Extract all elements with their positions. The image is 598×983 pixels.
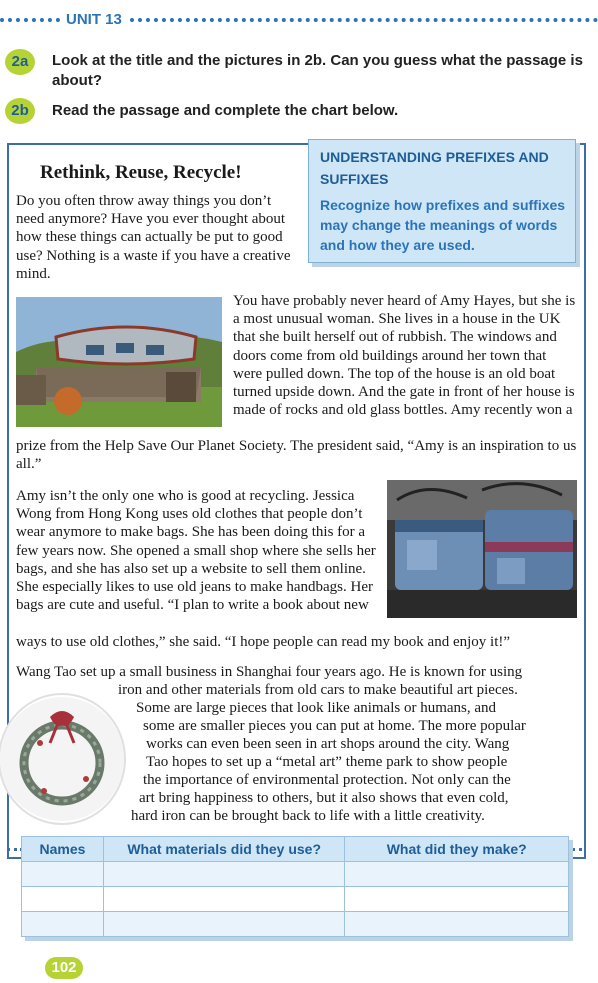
chart-cell[interactable] xyxy=(345,862,569,887)
table-row xyxy=(22,862,569,887)
chart-cell[interactable] xyxy=(103,912,345,937)
chart-header: What materials did they use? xyxy=(103,837,345,862)
page-number: 102 xyxy=(45,957,83,979)
wang-line: iron and other materials from old cars to make beautiful art pieces. xyxy=(118,682,518,698)
unit-label: UNIT 13 xyxy=(66,11,122,28)
wang-line: some are smaller pieces you can put at home. The more popular xyxy=(143,718,526,734)
chart-header: What did they make? xyxy=(345,837,569,862)
wang-line: Wang Tao set up a small business in Shanghai four years ago. He is known for using xyxy=(16,664,523,680)
wang-line: hard iron can be brought back to life with a little creativity. xyxy=(131,808,485,824)
task-instruction: Look at the title and the pictures in 2b. Can you guess what the passage is about? xyxy=(52,52,583,89)
unit-dots-right xyxy=(130,18,598,22)
paragraph-jessica-continued: ways to use old clothes,” she said. “I hope people can read my book and enjoy it!” xyxy=(16,634,511,650)
paragraph-jessica: Amy isn’t the only one who is good at recycling. Jessica Wong from Hong Kong uses old clothes that people don’t wear anymore to make bags. She has been doing this for a few years now. She opened a small shop where she sells her bags, and she has also set up a website to sell them online. She especially likes to use old jeans to make handbags. Her bags are cute and useful. “I plan to write a book about new xyxy=(16,488,376,614)
task-badge: 2b xyxy=(5,98,35,124)
paragraph-amy: You have probably never heard of Amy Hayes, but she is a most unusual woman. She lives in a house in the UK that she built herself out of rubbish. The windows and doors come from old buildings around her town that were pulled down. The top of the house is an old boat turned upside down. And the gate in front of her house is made of rocks and old glass bottles. Amy recently won a xyxy=(233,293,576,419)
tip-heading: UNDERSTANDING PREFIXES AND SUFFIXES xyxy=(320,149,549,187)
completion-chart xyxy=(21,836,569,937)
passage-title: Rethink, Reuse, Recycle! xyxy=(40,162,242,183)
chart-cell[interactable] xyxy=(103,887,345,912)
table-row xyxy=(22,912,569,937)
chart-header: Names xyxy=(22,837,104,862)
chart-cell[interactable] xyxy=(22,912,104,937)
paragraph-intro: Do you often throw away things you don’t need anymore? Have you ever thought about how these things can actually be put to good use? Nothing is a waste if you have a creative mind. xyxy=(16,193,291,282)
chart-cell[interactable] xyxy=(345,912,569,937)
wang-line: art bring happiness to others, but it also shows that even cold, xyxy=(139,790,509,806)
task-instruction: Read the passage and complete the chart below. xyxy=(52,102,399,119)
paragraph-amy-continued: prize from the Help Save Our Planet Society. The president said, “Amy is an inspiration to us all.” xyxy=(16,438,577,473)
task-badge: 2a xyxy=(5,49,35,75)
unit-dots-left xyxy=(0,18,60,22)
chart-header-row xyxy=(22,837,569,862)
wang-line: Some are large pieces that look like animals or humans, and xyxy=(136,700,497,716)
jeans-bags-photo xyxy=(387,480,577,618)
wang-line: the importance of environmental protection. Not only can the xyxy=(143,772,511,788)
strategy-tip-box xyxy=(308,139,576,263)
chart-cell[interactable] xyxy=(345,887,569,912)
table-row xyxy=(22,887,569,912)
chart-cell[interactable] xyxy=(103,862,345,887)
boat-house-photo xyxy=(16,297,222,427)
wang-line: works can even been seen in art shops around the city. Wang xyxy=(146,736,510,752)
tip-body: Recognize how prefixes and suffixes may change the meanings of words and how they are used. xyxy=(320,197,566,253)
metal-wreath-photo xyxy=(0,695,124,823)
chart-cell[interactable] xyxy=(22,862,104,887)
unit-header xyxy=(0,10,598,30)
wang-line: Tao hopes to set up a “metal art” theme park to show people xyxy=(146,754,508,770)
chart-cell[interactable] xyxy=(22,887,104,912)
